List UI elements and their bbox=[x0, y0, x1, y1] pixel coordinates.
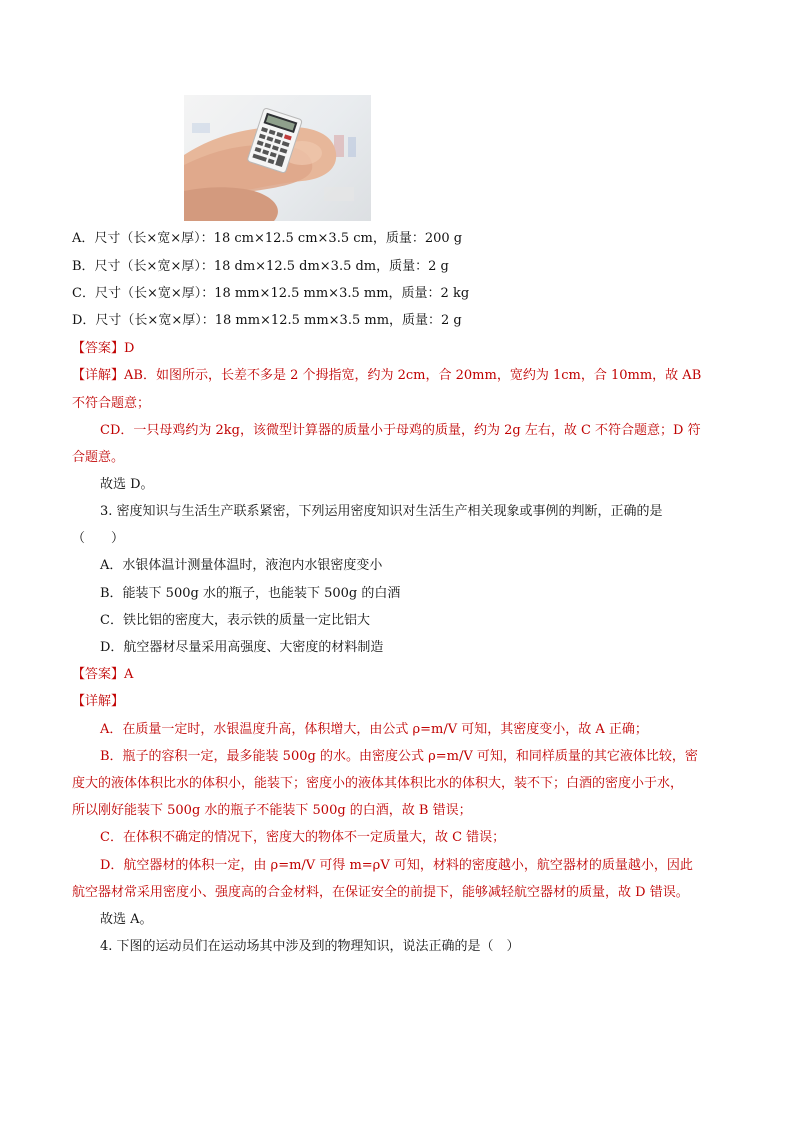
q3-conclusion: 故选 A。 bbox=[100, 912, 153, 927]
q2-detail-line-2: 不符合题意； bbox=[72, 396, 151, 411]
q2-detail-line-4: 合题意。 bbox=[72, 450, 125, 465]
q3-answer bbox=[72, 666, 133, 684]
q2-conclusion: 故选 D。 bbox=[100, 477, 154, 492]
q2-answer-tag: 【答案】 bbox=[72, 341, 125, 356]
q3-detail-line-6: D．航空器材的体积一定，由 ρ=m/V 可得 m=ρV 可知，材料的密度越小，航空器材的质量越小，因此 bbox=[100, 858, 693, 873]
q3-option-d: D．航空器材尽量采用高强度、大密度的材料制造 bbox=[100, 640, 384, 655]
q3-detail-line-3: 度大的液体体积比水的体积小，能装下；密度小的液体其体积比水的体积大，装不下；白酒的密度小于水， bbox=[72, 776, 684, 791]
q3-stem-line-1: 3. 密度知识与生活生产联系紧密，下列运用密度知识对生活生产相关现象或事例的判断，正确的是 bbox=[100, 504, 663, 519]
q3-answer-value: A bbox=[124, 667, 134, 682]
q3-detail-line-7: 航空器材常采用密度小、强度高的合金材料，在保证安全的前提下，能够减轻航空器材的质量，故 D 错误。 bbox=[72, 885, 689, 900]
q3-stem-line-2: （ ） bbox=[72, 531, 125, 546]
q3-answer-tag: 【答案】 bbox=[72, 667, 125, 682]
q2-detail-text-1: AB．如图所示，长差不多是 2 个拇指宽，约为 2cm，合 20mm，宽约为 1cm，合 10mm，故 AB bbox=[124, 368, 702, 383]
q3-detail-line-2: B．瓶子的容积一定，最多能装 500g 的水。由密度公式 ρ=m/V 可知，和同样质量的其它液体比较，密 bbox=[100, 749, 698, 764]
q4-stem: 4. 下图的运动员们在运动场其中涉及到的物理知识，说法正确的是（ ） bbox=[100, 939, 520, 954]
q3-option-c: C．铁比铝的密度大，表示铁的质量一定比铝大 bbox=[100, 613, 370, 628]
q3-detail-tag: 【详解】 bbox=[72, 694, 125, 709]
q2-answer bbox=[72, 340, 134, 358]
q2-option-d: D．尺寸（长×宽×厚）：18 mm×12.5 mm×3.5 mm，质量：2 g bbox=[72, 313, 462, 328]
q3-detail-line-5: C．在体积不确定的情况下，密度大的物体不一定质量大，故 C 错误； bbox=[100, 830, 506, 845]
q2-option-a: A．尺寸（长×宽×厚）：18 cm×12.5 cm×3.5 cm，质量：200 g bbox=[72, 231, 463, 246]
calculator-in-hand-photo bbox=[184, 95, 371, 221]
q2-option-b: B．尺寸（长×宽×厚）：18 dm×12.5 dm×3.5 dm，质量：2 g bbox=[72, 259, 449, 274]
q3-detail-line-4: 所以刚好能装下 500g 水的瓶子不能装下 500g 的白酒，故 B 错误； bbox=[72, 803, 472, 818]
q2-detail-tag: 【详解】 bbox=[72, 368, 125, 383]
q3-option-b: B．能装下 500g 水的瓶子，也能装下 500g 的白酒 bbox=[100, 586, 401, 601]
q3-detail-line-1: A．在质量一定时，水银温度升高，体积增大，由公式 ρ=m/V 可知，其密度变小，故 A 正确； bbox=[100, 722, 648, 737]
calculator-photo-drawing bbox=[184, 95, 371, 221]
q2-detail-line-1 bbox=[72, 367, 701, 385]
q2-option-c: C．尺寸（长×宽×厚）：18 mm×12.5 mm×3.5 mm，质量：2 kg bbox=[72, 286, 470, 301]
q3-option-a: A．水银体温计测量体温时，液泡内水银密度变小 bbox=[100, 558, 383, 573]
q2-detail-line-3: CD．一只母鸡约为 2kg，该微型计算器的质量小于母鸡的质量，约为 2g 左右，故 C 不符合题意；D 符 bbox=[100, 423, 701, 438]
q2-answer-value: D bbox=[124, 341, 135, 356]
